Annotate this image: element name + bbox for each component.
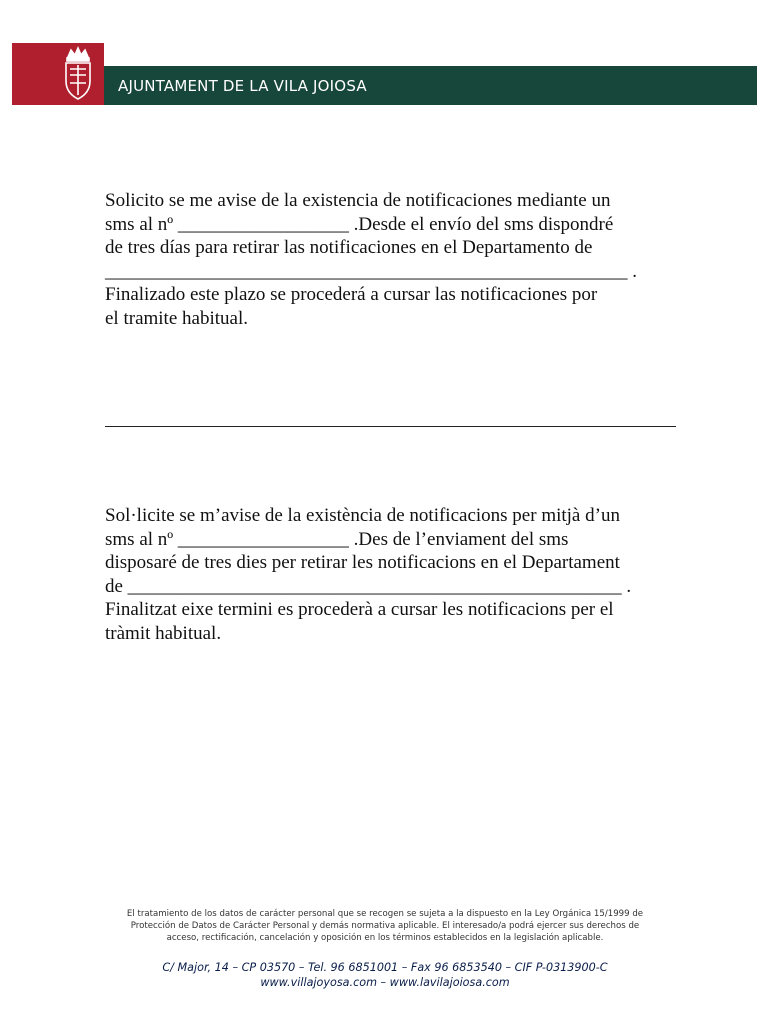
coat-of-arms-icon: [58, 45, 98, 103]
note-line: acceso, rectificación, cancelación y oposición en los términos establecidos en la legislación aplicable.: [166, 933, 604, 943]
paragraph-line: el tramite habitual.: [105, 307, 248, 329]
website-links[interactable]: www.villajoyosa.com – www.lavilajoiosa.com: [260, 976, 510, 989]
paragraph-line: _______________________________________________________ .: [105, 260, 637, 282]
data-protection-note: [100, 908, 670, 944]
footer-contact: [100, 960, 670, 990]
paragraph-line: disposaré de tres dies per retirar les notificacions en el Departament: [105, 552, 620, 573]
address-line: C/ Major, 14 – CP 03570 – Tel. 96 6851001 – Fax 96 6853540 – CIF P-0313900-C: [162, 961, 608, 974]
paragraph-line: sms al nº __________________ .Des de l’enviament del sms: [105, 528, 569, 550]
header-green-band: [104, 66, 757, 105]
note-line: Protección de Datos de Carácter Personal y demás normativa aplicable. El interesado/a podrá ejercer sus derechos de: [130, 921, 640, 931]
section-divider: [105, 426, 676, 427]
spanish-paragraph: [105, 189, 685, 330]
paragraph-line: tràmit habitual.: [105, 622, 222, 644]
municipality-title: AJUNTAMENT DE LA VILA JOIOSA: [118, 76, 367, 95]
note-line: El tratamiento de los datos de carácter personal que se recogen se sujeta a la dispuesto en la Ley Orgánica 15/1999 de: [126, 909, 644, 919]
paragraph-line: Finalizado este plazo se procederá a cursar las notificaciones por: [105, 284, 598, 305]
paragraph-line: de tres días para retirar las notificaciones en el Departamento de: [105, 237, 593, 258]
paragraph-line: Finalitzat eixe termini es procederà a cursar les notificacions per el: [105, 599, 614, 620]
paragraph-line: de ____________________________________________________ .: [105, 575, 632, 597]
paragraph-line: Solicito se me avise de la existencia de notificaciones mediante un: [105, 190, 611, 211]
paragraph-line: Sol·licite se m’avise de la existència de notificacions per mitjà d’un: [105, 505, 620, 526]
valencian-paragraph: [105, 504, 685, 645]
paragraph-line: sms al nº __________________ .Desde el envío del sms dispondré: [105, 213, 614, 235]
